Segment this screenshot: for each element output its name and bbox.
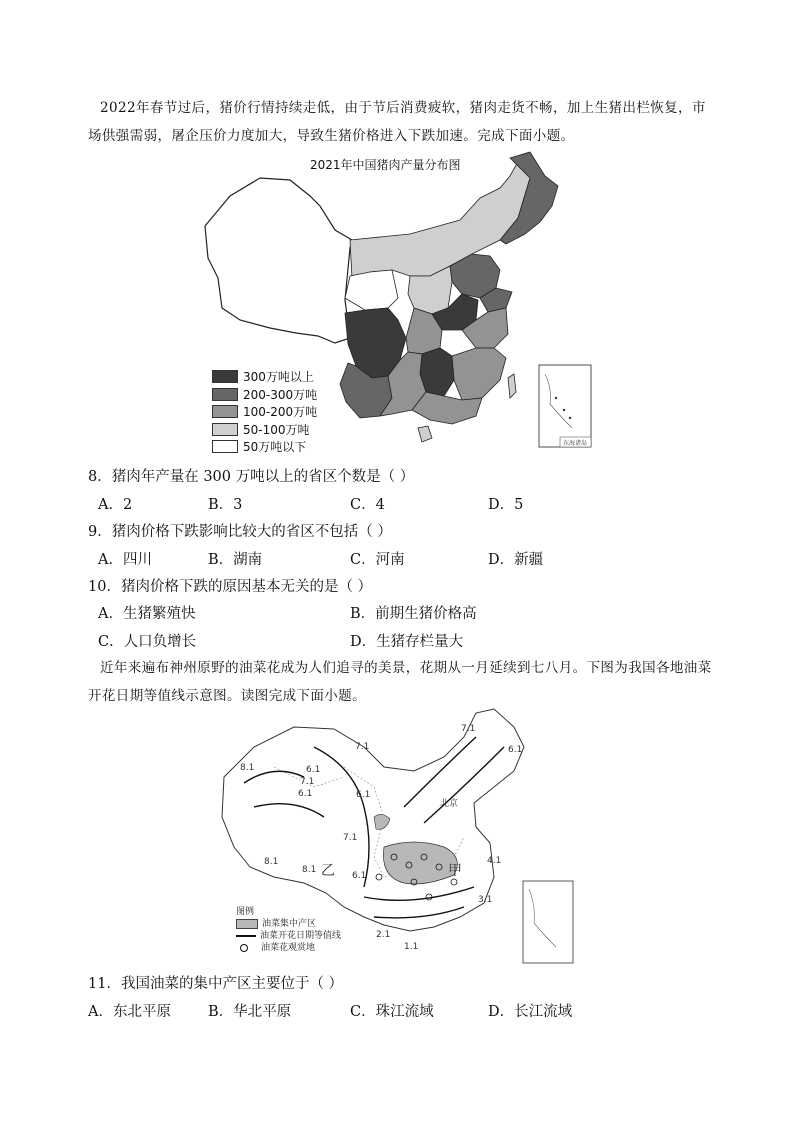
option-10c: C．人口负增长 — [98, 634, 197, 650]
legend-item — [236, 918, 341, 930]
legend-title: 图例 — [236, 907, 255, 917]
inset-label: 东海诸岛 — [562, 440, 588, 447]
iso-label: 7.1 — [343, 833, 358, 843]
iso-label: 2.1 — [376, 930, 391, 940]
option-8b: B．3 — [208, 497, 243, 513]
map2-legend — [236, 906, 341, 954]
legend-swatch — [212, 370, 238, 383]
question-9: 9．猪肉价格下跌影响比较大的省区不包括（ ） — [88, 524, 392, 540]
option-10a: A．生猪繁殖快 — [98, 606, 196, 622]
iso-label: 8.1 — [302, 865, 317, 875]
option-9c: C．河南 — [350, 552, 405, 568]
option-11b: B．华北平原 — [208, 1004, 292, 1020]
legend-item — [212, 438, 317, 456]
legend-item — [236, 942, 341, 954]
question-11: 11．我国油菜的集中产区主要位于（ ） — [88, 976, 344, 992]
option-10d: D．生猪存栏量大 — [350, 634, 464, 650]
legend-swatch — [212, 405, 238, 418]
isoline-swatch — [236, 935, 256, 937]
circle-icon — [240, 944, 248, 952]
question-8: 8．猪肉年产量在 300 万吨以上的省区个数是（ ） — [88, 469, 415, 485]
map1-title: 2021年中国猪肉产量分布图 — [310, 158, 461, 172]
iso-label: 7.1 — [355, 742, 370, 752]
legend-label: 油菜集中产区 — [262, 919, 317, 929]
option-9d: D．新疆 — [488, 552, 544, 568]
legend-item — [212, 368, 317, 386]
option-11c: C．珠江流域 — [350, 1004, 434, 1020]
legend-label: 300万吨以上 — [243, 370, 314, 385]
option-10b: B．前期生猪价格高 — [350, 606, 477, 622]
legend-label: 100-200万吨 — [243, 405, 318, 420]
place-label-jia: 甲 — [448, 863, 462, 879]
iso-label: 3.1 — [478, 895, 493, 905]
iso-label: 6.1 — [306, 765, 321, 775]
iso-label: 6.1 — [352, 871, 367, 881]
place-label-beijing: 北京 — [440, 799, 459, 809]
iso-label: 7.1 — [461, 724, 476, 734]
intro-paragraph-2: 近年来遍布神州原野的油菜花成为人们追寻的美景，花期从一月延续到七八月。下图为我国各地油菜开花日期等值线示意图。读图完成下面小题。 — [88, 660, 712, 704]
legend-item — [212, 386, 317, 404]
iso-label: 6.1 — [356, 790, 371, 800]
legend-item — [212, 403, 317, 421]
legend-swatch — [212, 388, 238, 401]
legend-swatch — [212, 440, 238, 453]
legend-label: 200-300万吨 — [243, 387, 318, 402]
iso-label: 6.1 — [298, 789, 313, 799]
place-label-yi: 乙 — [321, 863, 335, 879]
iso-label: 8.1 — [240, 763, 255, 773]
option-9a: A．四川 — [98, 552, 152, 568]
iso-label: 7.1 — [300, 777, 315, 787]
iso-label: 4.1 — [487, 856, 502, 866]
legend-label: 油菜花观赏地 — [261, 943, 316, 953]
option-11a: A．东北平原 — [88, 1004, 171, 1020]
option-8a: A．2 — [98, 497, 133, 513]
option-8c: C．4 — [350, 497, 385, 513]
iso-label: 8.1 — [264, 857, 279, 867]
question-10: 10．猪肉价格下跌的原因基本无关的是（ ） — [88, 579, 373, 595]
legend-label: 油菜开花日期等值线 — [260, 931, 342, 941]
option-9b: B．湖南 — [208, 552, 263, 568]
legend-label: 50-100万吨 — [243, 422, 310, 437]
legend-swatch — [212, 423, 238, 436]
iso-label: 6.1 — [508, 745, 523, 755]
map1-legend — [212, 368, 317, 456]
option-11d: D．长江流域 — [488, 1004, 573, 1020]
legend-item — [212, 421, 317, 439]
legend-swatch — [236, 919, 258, 929]
legend-item — [236, 930, 341, 942]
legend-label: 50万吨以下 — [243, 440, 307, 455]
option-8d: D．5 — [488, 497, 524, 513]
intro-paragraph-1: 2022年春节过后，猪价行情持续走低，由于节后消费疲软，猪肉走货不畅，加上生猪出栏恢复，市场供强需弱，屠企压价力度加大，导致生猪价格进入下跌加速。完成下面小题。 — [88, 100, 706, 144]
iso-label: 1.1 — [404, 942, 419, 952]
